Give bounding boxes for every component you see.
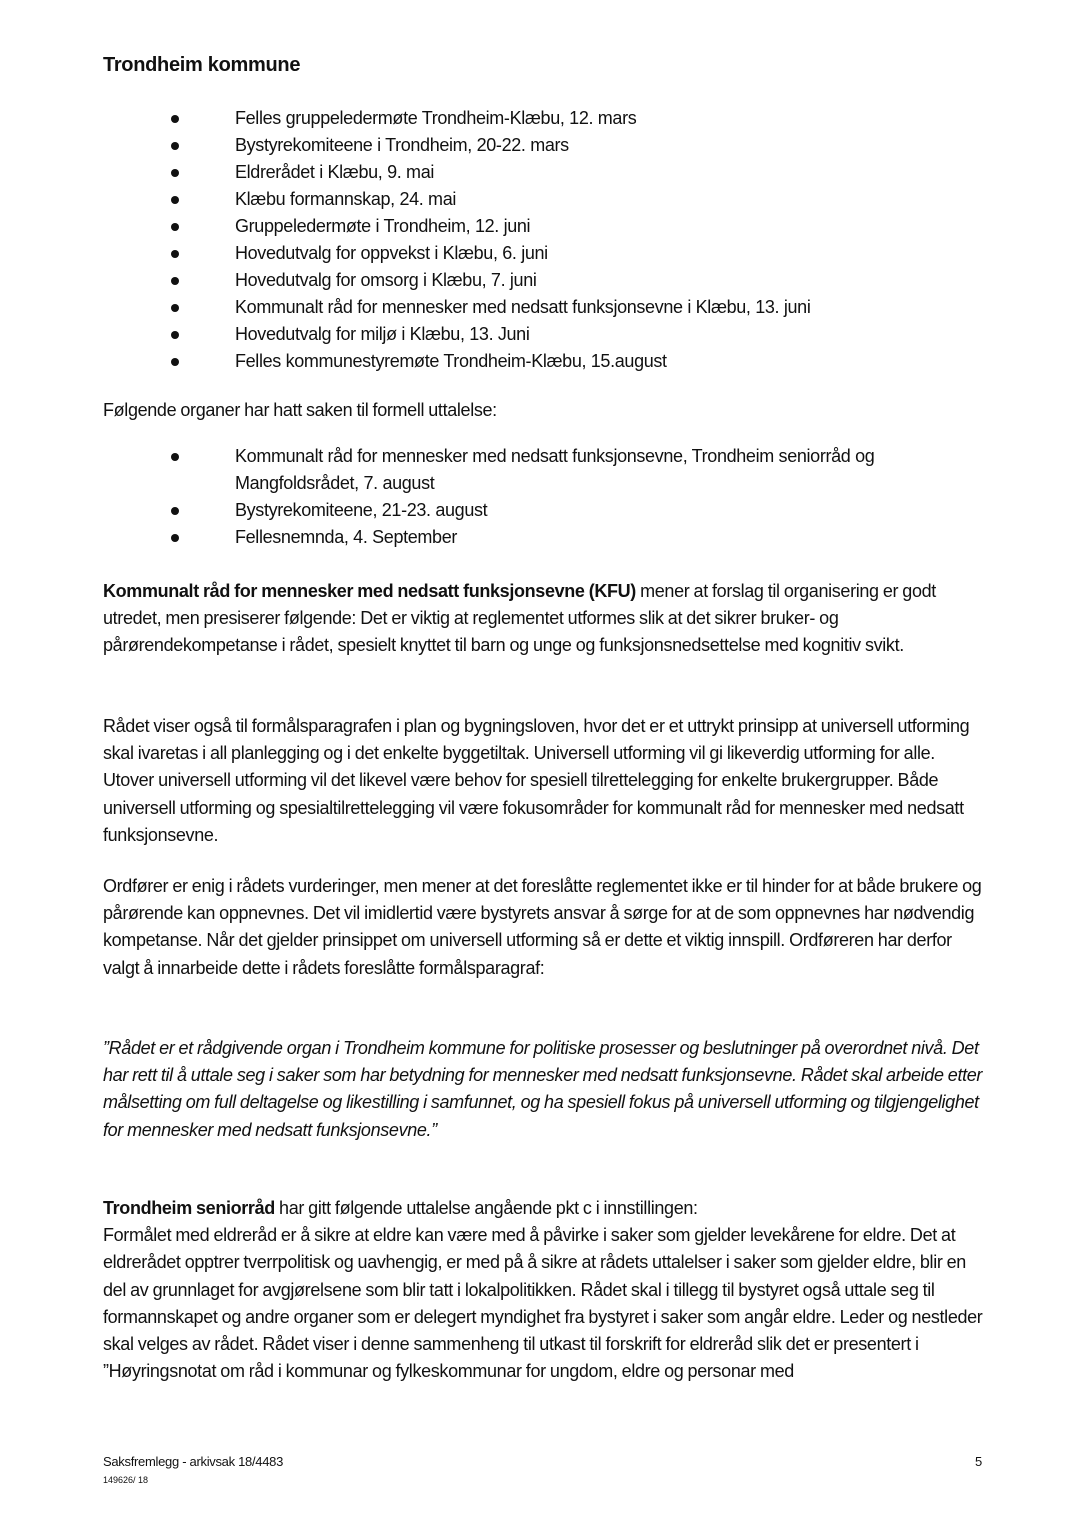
list-item: Fellesnemnda, 4. September bbox=[0, 524, 740, 551]
list-item: Kommunalt råd for mennesker med nedsatt funksjonsevne, Trondheim seniorråd og Mangfoldsrådet, 7. august bbox=[0, 443, 740, 497]
section-heading: Trondheim kommune bbox=[103, 54, 301, 76]
bullet-icon bbox=[171, 507, 179, 515]
footer-case-ref: Saksfremlegg - arkivsak 18/4483 bbox=[103, 1454, 284, 1469]
ordforer-paragraph: Ordfører er enig i rådets vurderinger, men mener at det foreslåtte reglementet ikke er til hinder for at både brukere og pårørende kan oppnevnes. Det vil imidlertid være bystyrets ansvar å sørge for at de som oppnevnes har nødvendig kompetanse. Når det gjelder prinsippet om universell utforming så er dette et viktig innspill. Ordføreren har derfor valgt å innarbeide dette i rådets foreslåtte formålsparagraf: bbox=[103, 876, 982, 978]
kfu-title: Kommunalt råd for mennesker med nedsatt funksjonsevne (KFU) bbox=[103, 581, 636, 601]
bullet-icon bbox=[171, 223, 179, 231]
bullet-icon bbox=[171, 142, 179, 150]
bullet-icon bbox=[171, 358, 179, 366]
purpose-quote: ”Rådet er et rådgivende organ i Trondheim kommune for politiske prosesser og beslutninger på overordnet nivå. Det har rett til å uttale seg i saker som har betydning for mennesker med nedsatt funksjonsevne. Rådet skal arbeide etter målsetting om full deltagelse og likestilling i samfunnet, og ha spesiell fokus på universell utforming og tilgjengelighet for mennesker med nedsatt funksjonsevne.” bbox=[103, 1038, 983, 1140]
bullet-icon bbox=[171, 304, 179, 312]
bullet-icon bbox=[171, 453, 179, 461]
formal-intro: Følgende organer har hatt saken til formell uttalelse: bbox=[103, 400, 497, 420]
bullet-icon bbox=[171, 196, 179, 204]
list-item: Bystyrekomiteene, 21-23. august bbox=[0, 497, 740, 524]
bullet-icon bbox=[171, 331, 179, 339]
formal-bodies-list bbox=[0, 443, 875, 551]
bullet-icon bbox=[171, 115, 179, 123]
bullet-icon bbox=[171, 534, 179, 542]
universell-paragraph: Rådet viser også til formålsparagrafen i plan og bygningsloven, hvor det er et uttrykt prinsipp at universell utforming skal ivaretas i all planlegging og i det enkelte byggetiltak. Universell utforming vil gi likeverdig utforming for alle. Utover universell utforming vil det likevel være behov for spesiell tilrettelegging for enkelte brukergrupper. Både universell utforming og spesialtilrettelegging vil være fokusområder for kommunalt råd for mennesker med nedsatt funksjonsevne. bbox=[103, 716, 970, 845]
senior-paragraph: Trondheim seniorråd har gitt følgende uttalelse angående pkt c i innstillingen: Formålet med eldreråd er å sikre at eldre kan være med å påvirke i saker som gjelder levekårene for eldre. Det at eldrerådet opptrer tverrpolitisk og uavhengig, er med på å sikre at rådets uttalelser i saker som gjelder eldre, blir en del av grunnlaget for avgjørelsene som blir tatt i lokalpolitikken. Rådet skal i tillegg til bystyret også uttale seg til formannskapet og andre organer som er delegert myndighet fra bystyret i saker som angår eldre. Leder og nestleder skal velges av rådet. Rådet viser i denne sammenheng til utkast til forskrift for eldreråd slik det er presentert i ”Høyringsnotat om råd i kommunar og fylkeskommunar for ungdom, eldre og personar med bbox=[103, 1198, 983, 1382]
bullet-icon bbox=[171, 169, 179, 177]
bullet-icon bbox=[171, 277, 179, 285]
senior-title: Trondheim seniorråd bbox=[103, 1198, 275, 1218]
footer-doc-id: 149626/ 18 bbox=[103, 1475, 149, 1485]
bullet-icon bbox=[171, 250, 179, 258]
kfu-paragraph: Kommunalt råd for mennesker med nedsatt funksjonsevne (KFU) mener at forslag til organisering er godt utredet, men presiserer følgende: Det er viktig at reglementet utformes slik at det sikrer bruker- og pårørendekompetanse i rådet, spesielt knyttet til barn og unge og funksjonsnedsettelse med kognitiv svikt. bbox=[103, 581, 936, 656]
document-page: Trondheim kommune Felles gruppeledermøte Trondheim-Klæbu, 12. mars Bystyrekomiteene i Trondheim, 20-22. mars Eldrerådet i Klæbu, 9. mai Klæbu formannskap, 24. mai Gruppeledermøte i Trondheim, 12. juni Hovedutvalg for oppvekst i Klæbu, 6. juni Hovedutvalg for omsorg i Klæbu, 7. juni Kommunalt råd for mennesker med nedsatt funksjonsevne i Klæbu, 13. juni Hovedutvalg for miljø i Klæbu, 13. Juni Felles kommunestyremøte Trondheim-Klæbu, 15.august Følgende organer har hatt saken til formell uttalelse: Kommunalt råd for mennesker med nedsatt funksjonsevne, Trondheim seniorråd og Mangfoldsrådet, 7. august Bystyrekomiteene, 21-23. august Fellesnemnda, 4. September Kommunalt råd for mennesker med nedsatt funksjonsevne (KFU) mener at forslag til organisering er godt utredet, men presiserer følgende: Det er viktig at reglementet utformes slik at det sikrer bruker- og pårørendekompetanse i rådet, spesielt knyttet til barn og unge og funksjonsnedsettelse med kognitiv svikt. Rådet viser også til formålsparagrafen i plan og bygningsloven, hvor det er et uttrykt prinsipp at universell utforming skal ivaretas i all planlegging og i det enkelte byggetiltak. Universell utforming vil gi likeverdig utforming for alle. Utover universell utforming vil det likevel være behov for spesiell tilrettelegging for enkelte brukergrupper. Både universell utforming og spesialtilrettelegging vil være fokusområder for kommunalt råd for mennesker med nedsatt funksjonsevne. Ordfører er enig i rådets vurderinger, men mener at det foreslåtte reglementet ikke er til hinder for at både brukere og pårørende kan oppnevnes. Det vil imidlertid være bystyrets ansvar å sørge for at de som oppnevnes har nødvendig kompetanse. Når det gjelder prinsippet om universell utforming så er dette et viktig innspill. Ordføreren har derfor valgt å innarbeide dette i rådets foreslåtte formålsparagraf: ”Rådet er et rådgivende organ i Trondheim kommune for politiske prosesser og beslutninger på overordnet nivå. Det har rett til å uttale seg i saker som har betydning for mennesker med nedsatt funksjonsevne. Rådet skal arbeide etter målsetting om full deltagelse og likestilling i samfunnet, og ha spesiell fokus på universell utforming og tilgjengelighet for mennesker med nedsatt funksjonsevne.” Trondheim seniorråd har gitt følgende uttalelse angående pkt c i innstillingen: Formålet med eldreråd er å sikre at eldre kan være med å påvirke i saker som gjelder levekårene for eldre. Det at eldrerådet opptrer tverrpolitisk og uavhengig, er med på å sikre at rådets uttalelser i saker som gjelder eldre, blir en del av grunnlaget for avgjørelsene som blir tatt i lokalpolitikken. Rådet skal i tillegg til bystyret også uttale seg til formannskapet og andre organer som er delegert myndighet fra bystyret i saker som angår eldre. Leder og nestleder skal velges av rådet. Rådet viser i denne sammenheng til utkast til forskrift for eldreråd slik det er presentert i ”Høyringsnotat om råd i kommunar og fylkeskommunar for ungdom, eldre og personar med Saksfremlegg - arkivsak 18/4483 149626/ 18 5 bbox=[0, 0, 1086, 1536]
page-number: 5 bbox=[975, 1454, 983, 1469]
